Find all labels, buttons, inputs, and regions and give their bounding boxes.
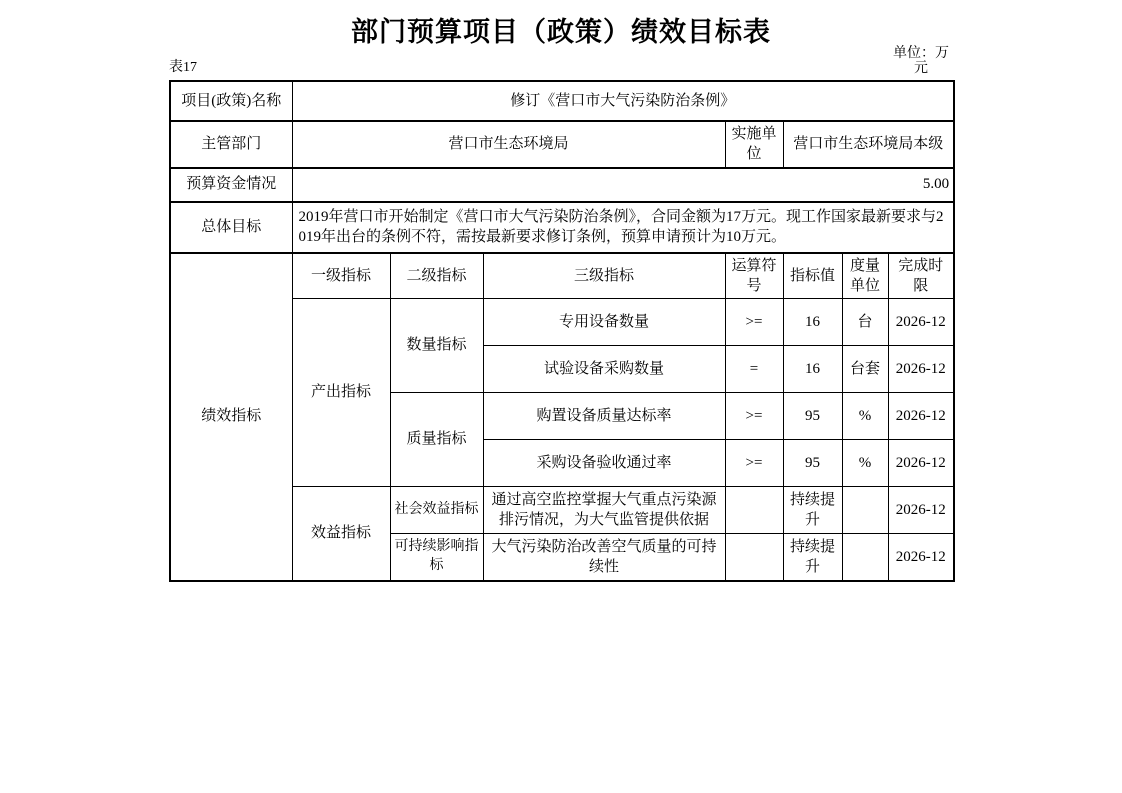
level2-quality: 质量指标 — [390, 393, 483, 487]
overall-goal-value: 2019年营口市开始制定《营口市大气污染防治条例》，合同金额为17万元。现工作国家最新要求与2019年出台的条例不符，需按最新要求修订条例，预算申请预计为10万元。 — [292, 202, 954, 253]
level3-name: 试验设备采购数量 — [483, 346, 725, 393]
implement-unit-value: 营口市生态环境局本级 — [783, 121, 954, 168]
operator-value: >= — [725, 393, 783, 440]
deadline-value: 2026-12 — [888, 440, 954, 487]
header-deadline: 完成时限 — [888, 253, 954, 299]
level3-name: 采购设备验收通过率 — [483, 440, 725, 487]
operator-value: >= — [725, 299, 783, 346]
row-project-name — [170, 81, 954, 121]
budget-label: 预算资金情况 — [170, 168, 292, 202]
deadline-value: 2026-12 — [888, 487, 954, 534]
indicator-value: 持续提升 — [783, 487, 842, 534]
deadline-value: 2026-12 — [888, 534, 954, 581]
level3-name: 购置设备质量达标率 — [483, 393, 725, 440]
level2-social: 社会效益指标 — [390, 487, 483, 534]
level2-sustain: 可持续影响指标 — [390, 534, 483, 581]
project-name-label: 项目(政策)名称 — [170, 81, 292, 121]
operator-value: >= — [725, 440, 783, 487]
unit-label: 单位：万元 — [893, 46, 949, 76]
header-unit: 度量单位 — [842, 253, 888, 299]
operator-value — [725, 487, 783, 534]
row-department — [170, 121, 954, 168]
indicator-value: 95 — [783, 393, 842, 440]
document-body — [169, 46, 953, 582]
unit-value: 台 — [842, 299, 888, 346]
unit-value: 台套 — [842, 346, 888, 393]
row-budget — [170, 168, 954, 202]
operator-value: = — [725, 346, 783, 393]
row-indicator-headers — [170, 253, 954, 299]
performance-target-table — [169, 80, 955, 582]
level1-output: 产出指标 — [292, 299, 390, 487]
header-level3: 三级指标 — [483, 253, 725, 299]
table-number: 表17 — [169, 60, 197, 75]
level3-name: 专用设备数量 — [483, 299, 725, 346]
implement-unit-label: 实施单位 — [725, 121, 783, 168]
unit-value: % — [842, 393, 888, 440]
level3-name: 大气污染防治改善空气质量的可持续性 — [483, 534, 725, 581]
header-value: 指标值 — [783, 253, 842, 299]
overall-goal-label: 总体目标 — [170, 202, 292, 253]
deadline-value: 2026-12 — [888, 393, 954, 440]
unit-value — [842, 534, 888, 581]
level1-benefit: 效益指标 — [292, 487, 390, 581]
unit-value — [842, 487, 888, 534]
header-level1: 一级指标 — [292, 253, 390, 299]
page-title: 部门预算项目（政策）绩效目标表 — [351, 17, 771, 47]
header-level2: 二级指标 — [390, 253, 483, 299]
level2-quantity: 数量指标 — [390, 299, 483, 393]
department-label: 主管部门 — [170, 121, 292, 168]
indicator-section-label: 绩效指标 — [170, 253, 292, 581]
deadline-value: 2026-12 — [888, 346, 954, 393]
indicator-value: 持续提升 — [783, 534, 842, 581]
budget-value: 5.00 — [292, 168, 954, 202]
row-overall-goal — [170, 202, 954, 253]
deadline-value: 2026-12 — [888, 299, 954, 346]
level3-name: 通过高空监控掌握大气重点污染源排污情况，为大气监管提供依据 — [483, 487, 725, 534]
indicator-value: 95 — [783, 440, 842, 487]
department-value: 营口市生态环境局 — [292, 121, 725, 168]
unit-value: % — [842, 440, 888, 487]
table-meta — [169, 46, 953, 76]
indicator-value: 16 — [783, 346, 842, 393]
project-name-value: 修订《营口市大气污染防治条例》 — [292, 81, 954, 121]
operator-value — [725, 534, 783, 581]
indicator-value: 16 — [783, 299, 842, 346]
header-operator: 运算符号 — [725, 253, 783, 299]
